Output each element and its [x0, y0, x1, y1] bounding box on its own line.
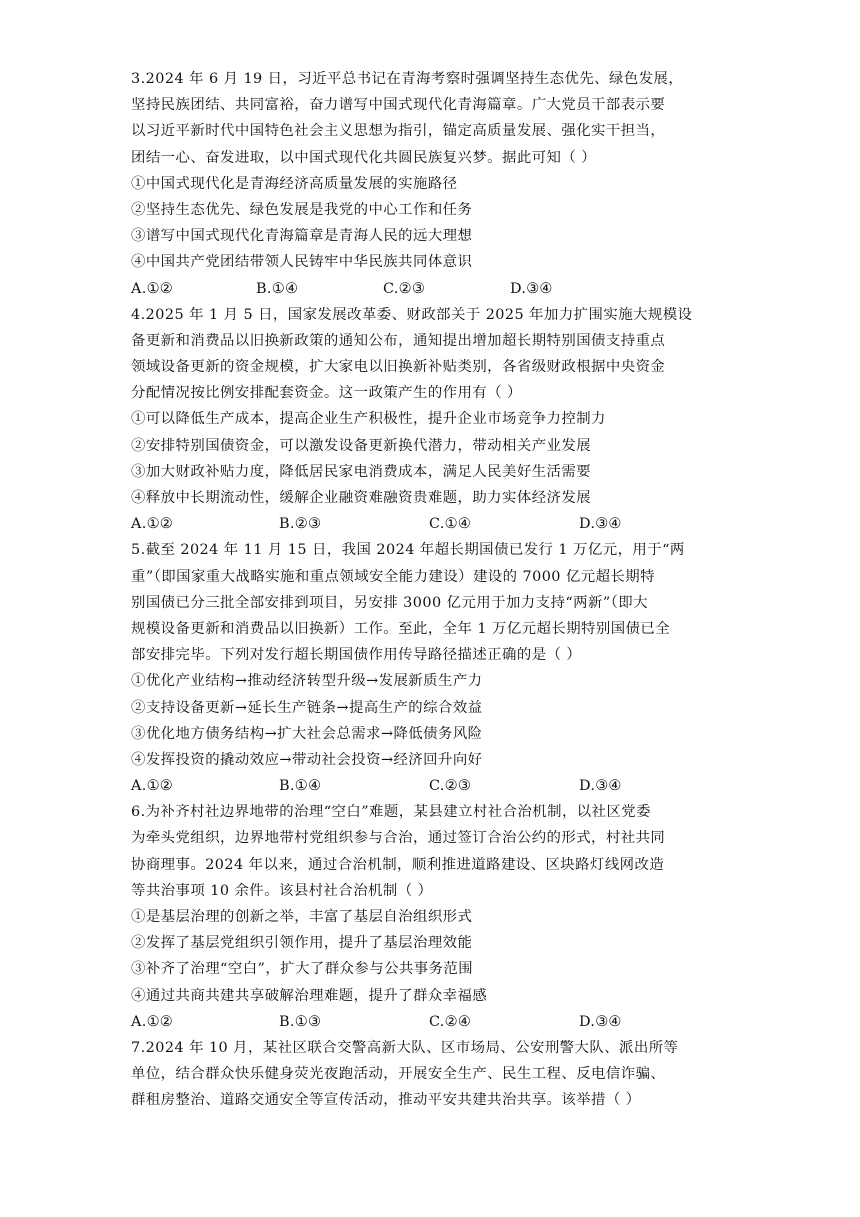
option-d: D.③④ — [579, 1013, 622, 1030]
statement-1: ①是基层治理的创新之举，丰富了基层自治组织形式 — [131, 909, 473, 925]
question-stem-line: 3.2024 年 6 月 19 日，习近平总书记在青海考察时强调坚持生态优先、绿色发展， — [131, 71, 684, 87]
option-b: B.①④ — [279, 778, 322, 795]
question-stem-line: 为牵头党组织，边界地带村党组织参与合治，通过签订合治公约的形式，村社共同 — [131, 830, 666, 847]
statement-4: ④发挥投资的撬动效应→带动社会投资→经济回升向好 — [131, 751, 483, 768]
statement-4: ④释放中长期流动性，缓解企业融资难融资贵难题，助力实体经济发展 — [131, 490, 592, 506]
question-stem-line: 重”（即国家重大战略实施和重点领域安全能力建设）建设的 7000 亿元超长期特 — [131, 568, 655, 585]
statement-3: ③优化地方债务结构→扩大社会总需求→降低债务风险 — [131, 725, 483, 742]
option-b: B.①④ — [256, 280, 299, 297]
answer-options — [131, 276, 731, 302]
question-stem-line: 4.2025 年 1 月 5 日，国家发展改革委、财政部关于 2025 年加力扩围实施大规模设 — [131, 306, 693, 323]
option-c: C.②③ — [429, 778, 472, 795]
option-d: D.③④ — [579, 516, 622, 533]
option-c: C.①④ — [429, 516, 472, 533]
question-4 — [131, 302, 731, 538]
question-stem-line: 团结一心、奋发进取，以中国式现代化共圆民族复兴梦。据此可知（ ） — [131, 149, 597, 166]
option-b: B.①③ — [279, 1013, 322, 1030]
question-stem-line: 以习近平新时代中国特色社会主义思想为指引，锚定高质量发展、强化实干担当， — [131, 123, 666, 140]
option-a: A.①② — [131, 1013, 173, 1030]
option-c: C.②③ — [383, 280, 426, 297]
statement-3: ③补齐了治理“空白”，扩大了群众参与公共事务范围 — [131, 961, 474, 978]
statement-1: ①中国式现代化是青海经济高质量发展的实施路径 — [131, 175, 458, 192]
statement-4: ④通过共商共建共享破解治理难题，提升了群众幸福感 — [131, 987, 488, 1004]
option-a: A.①② — [131, 280, 173, 297]
question-stem-line: 坚持民族团结、共同富裕，奋力谱写中国式现代化青海篇章。广大党员干部表示要 — [131, 97, 666, 114]
question-stem-line: 6.为补齐村社边界地带的治理“空白”难题，某县建立村社合治机制，以社区党委 — [131, 804, 651, 821]
question-stem-line: 备更新和消费品以旧换新政策的通知公布，通知提出增加超长期特别国债支持重点 — [131, 332, 666, 349]
statement-2: ②安排特别国债资金，可以激发设备更新换代潜力，带动相关产业发展 — [131, 437, 592, 454]
question-stem-line: 规模设备更新和消费品以旧换新）工作。至此，全年 1 万亿元超长期特别国债已全 — [131, 620, 671, 637]
question-6 — [131, 799, 731, 1035]
question-3 — [131, 66, 731, 302]
answer-options — [131, 511, 731, 537]
question-stem-line: 领域设备更新的资金规模，扩大家电以旧换新补贴类别，各省级财政根据中央资金 — [131, 359, 666, 376]
option-c: C.②④ — [429, 1013, 472, 1030]
question-stem-line: 分配情况按比例安排配套资金。这一政策产生的作用有（ ） — [131, 385, 522, 402]
statement-3: ③加大财政补贴力度，降低居民家电消费成本，满足人民美好生活需要 — [131, 463, 592, 480]
option-a: A.①② — [131, 516, 173, 533]
option-a: A.①② — [131, 778, 173, 795]
question-stem-line: 5.截至 2024 年 11 月 15 日，我国 2024 年超长期国债已发行 1 万亿元，用于“两 — [131, 542, 685, 559]
statement-1: ①可以降低生产成本，提高企业生产积极性，提升企业市场竞争力控制力 — [131, 411, 606, 428]
question-stem-line: 协商理事。2024 年以来，通过合治机制，顺利推进道路建设、区块路灯线网改造 — [131, 856, 665, 873]
answer-options — [131, 773, 731, 799]
statement-2: ②支持设备更新→延长生产链条→提高生产的综合效益 — [131, 699, 483, 716]
statement-3: ③谱写中国式现代化青海篇章是青海人民的远大理想 — [131, 228, 473, 245]
answer-options — [131, 1009, 731, 1035]
statement-2: ②发挥了基层党组织引领作用，提升了基层治理效能 — [131, 935, 473, 952]
question-stem-line: 7.2024 年 10 月，某社区联合交警高新大队、区市场局、公安刑警大队、派出所等 — [131, 1039, 679, 1056]
question-stem-line: 群租房整治、道路交通安全等宣传活动，推动平安共建共治共享。该举措（ ） — [131, 1092, 641, 1109]
question-stem-line: 单位，结合群众快乐健身荧光夜跑活动，开展安全生产、民生工程、反电信诈骗、 — [131, 1066, 666, 1083]
question-stem-line: 部安排完毕。下列对发行超长期国债作用传导路径描述正确的是（ ） — [131, 647, 582, 664]
exam-page — [131, 66, 731, 1114]
option-b: B.②③ — [279, 516, 322, 533]
option-d: D.③④ — [510, 280, 553, 297]
statement-1: ①优化产业结构→推动经济转型升级→发展新质生产力 — [131, 673, 483, 690]
question-5 — [131, 537, 731, 799]
statement-4: ④中国共产党团结带领人民铸牢中华民族共同体意识 — [131, 254, 473, 271]
question-7 — [131, 1035, 731, 1114]
statement-2: ②坚持生态优先、绿色发展是我党的中心工作和任务 — [131, 201, 473, 218]
question-stem-line: 别国债已分三批全部安排到项目，另安排 3000 亿元用于加力支持“两新”（即大 — [131, 594, 648, 611]
option-d: D.③④ — [579, 778, 622, 795]
question-stem-line: 等共治事项 10 余件。该县村社合治机制（ ） — [131, 882, 433, 899]
